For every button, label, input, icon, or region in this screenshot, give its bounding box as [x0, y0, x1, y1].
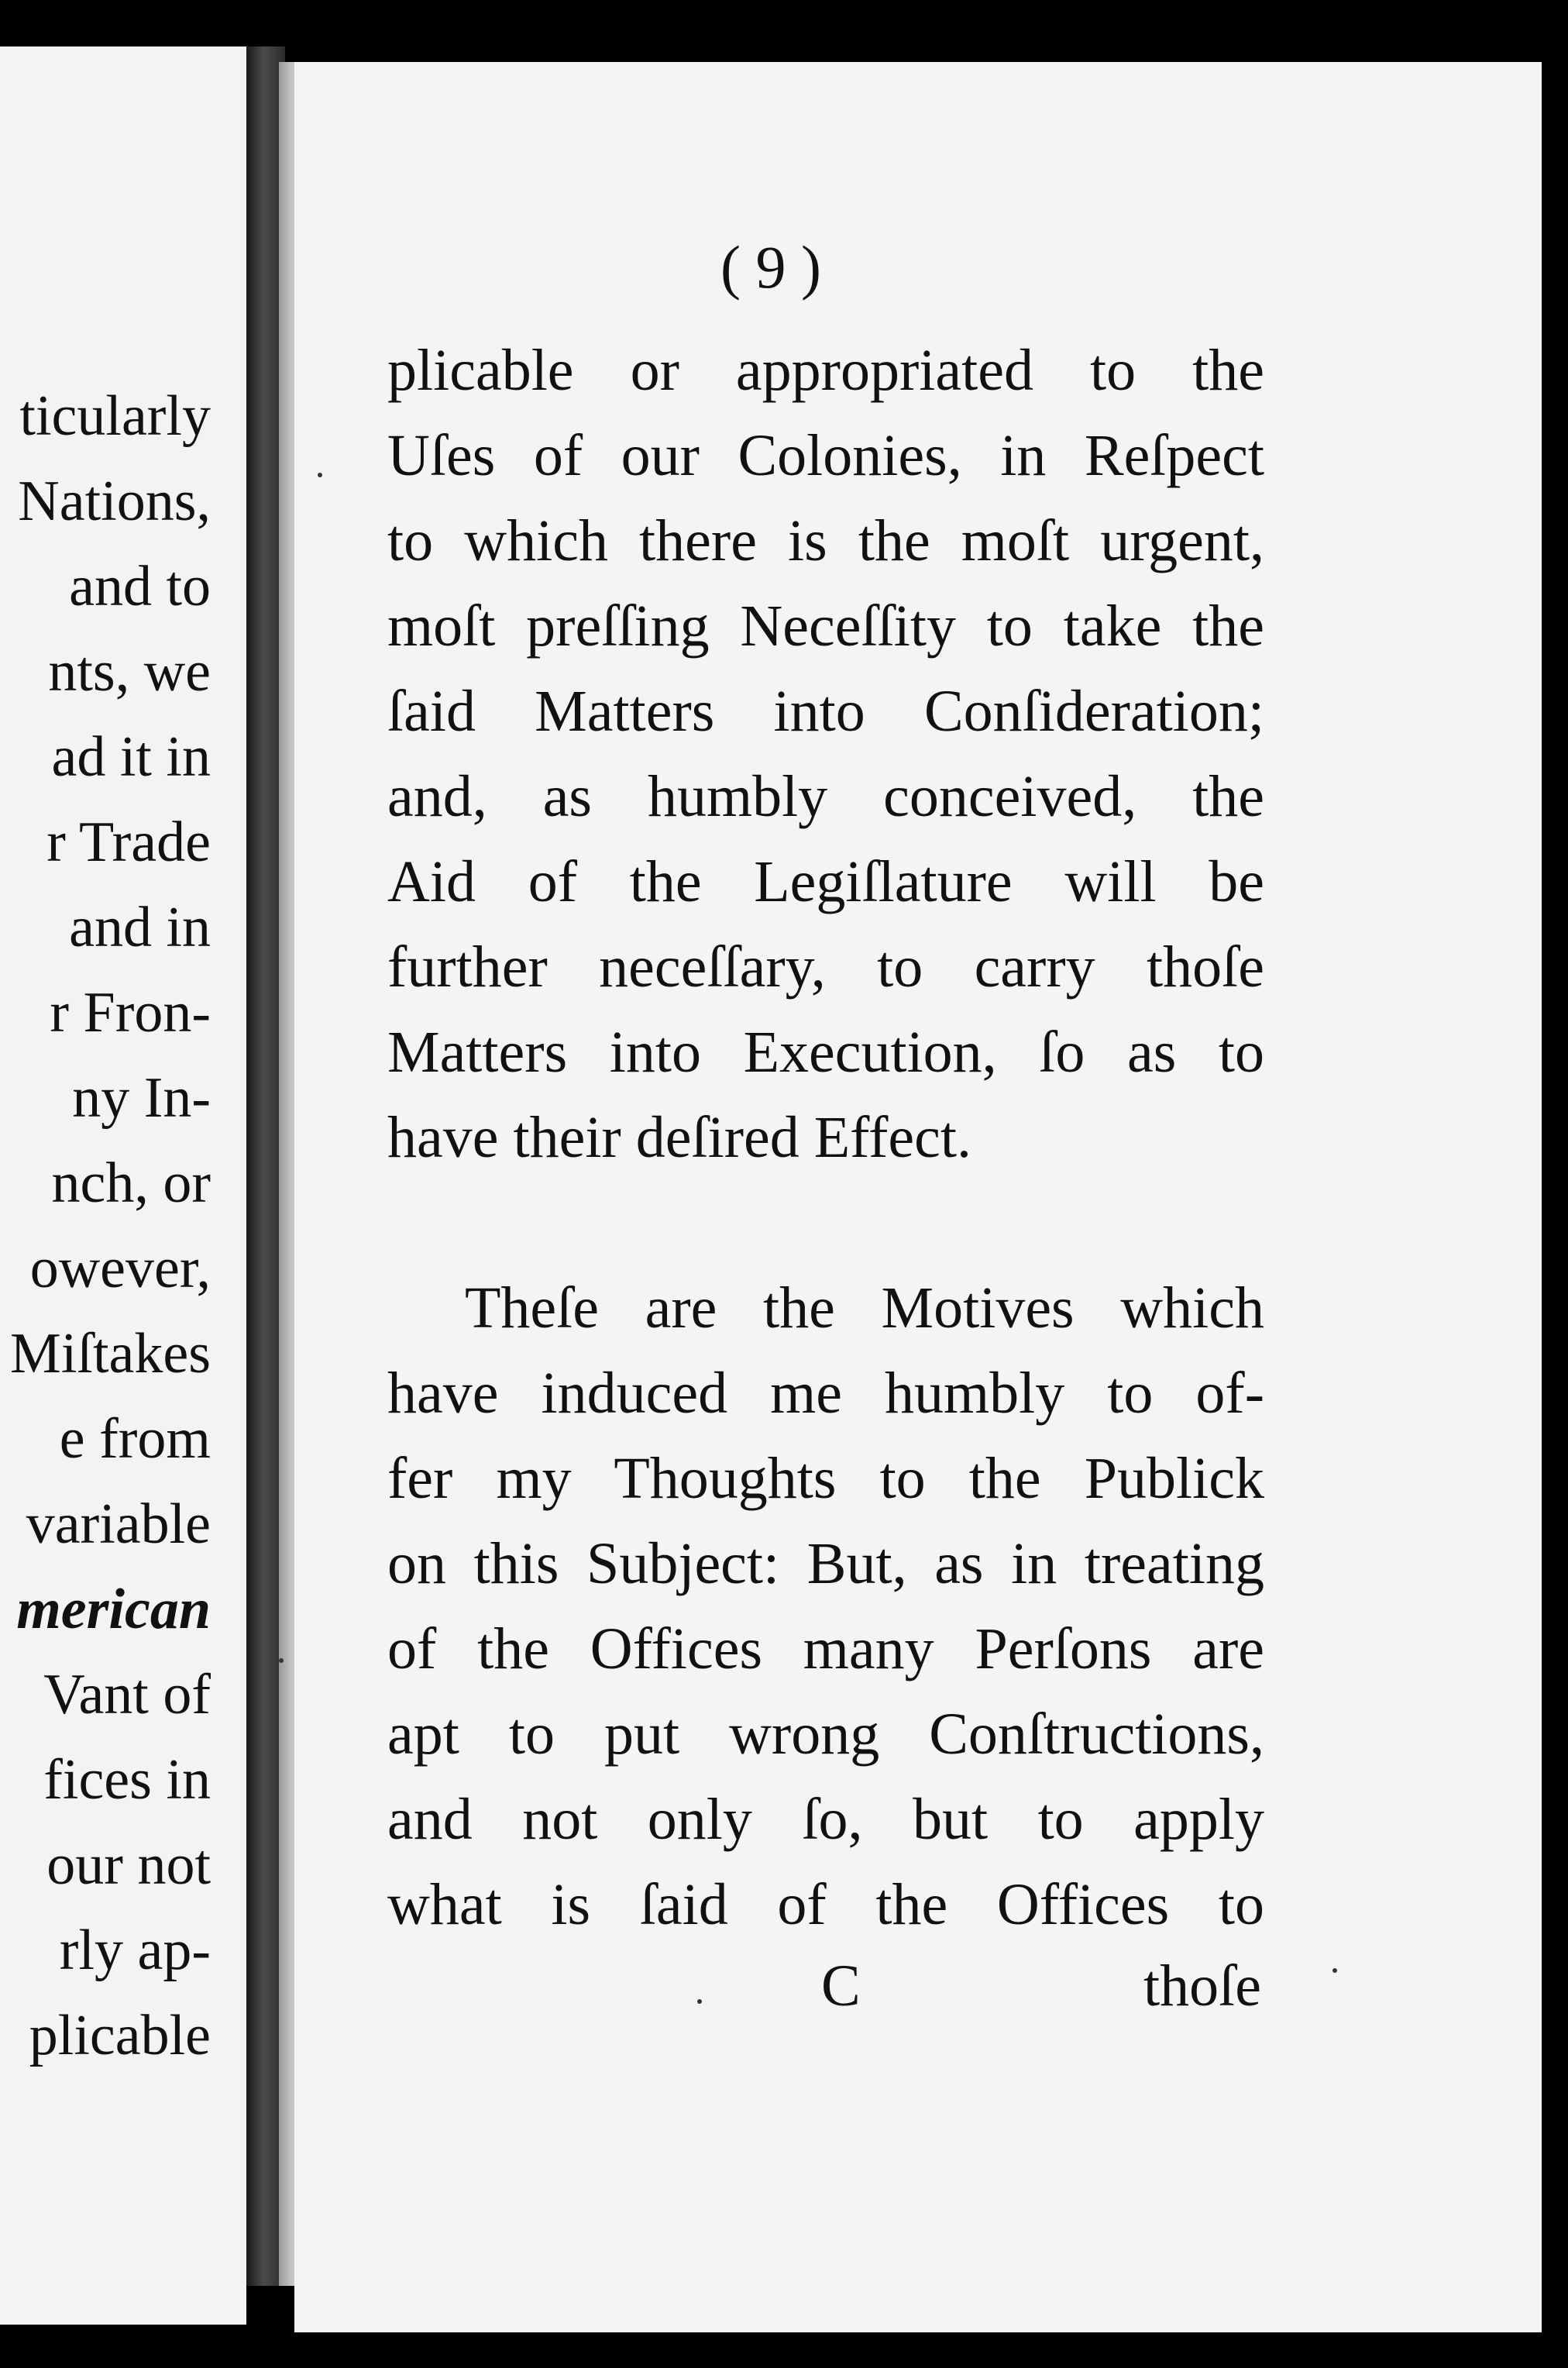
text-line: and, as humbly conceived, the — [387, 764, 1264, 829]
left-page-line: ticularly — [19, 384, 211, 448]
text-line: Theſe are the Motives which — [465, 1275, 1264, 1341]
text-line: ſaid Matters into Conſideration; — [387, 679, 1264, 744]
text-line: fer my Thoughts to the Publick — [387, 1446, 1264, 1511]
left-page-line: nts, we — [48, 640, 211, 704]
left-page-line: ad it in — [51, 725, 211, 789]
ink-speck — [1332, 1968, 1337, 1973]
left-page-line: and in — [69, 896, 211, 959]
signature-mark: C — [821, 1953, 861, 2019]
left-page-line: Nations, — [18, 470, 211, 533]
ink-speck — [279, 1658, 284, 1663]
left-page-line: rly ap- — [59, 1919, 211, 1982]
catchword: thoſe — [1143, 1953, 1261, 2019]
text-line: Uſes of our Colonies, in Reſpect — [387, 423, 1264, 488]
text-line: plicable or appropriated to the — [387, 338, 1264, 403]
left-page-line: r Trade — [46, 811, 211, 874]
text-line: on this Subject: But, as in treating — [387, 1531, 1264, 1596]
text-line: moſt preſſing Neceſſity to take the — [387, 594, 1264, 659]
left-page-line: r Fron- — [50, 981, 211, 1045]
text-line: to which there is the moſt urgent, — [387, 508, 1264, 573]
left-page-line: our not — [46, 1833, 211, 1897]
left-page-line: owever, — [29, 1237, 211, 1300]
left-page-line: ny In- — [72, 1066, 211, 1130]
text-line: apt to put wrong Conſtructions, — [387, 1702, 1264, 1767]
left-page-line: Vant of — [43, 1663, 211, 1726]
text-line: have induced me humbly to of- — [387, 1361, 1264, 1426]
left-page-line: plicable — [29, 2004, 211, 2067]
left-page-line: Miſtakes — [10, 1322, 211, 1385]
ink-speck — [318, 473, 322, 477]
left-page-line: nch, or — [51, 1151, 211, 1215]
left-page-line: and to — [69, 555, 211, 618]
text-line: Aid of the Legiſlature will be — [387, 849, 1264, 914]
page-edge — [1542, 62, 1568, 2368]
left-page-line: merican — [16, 1578, 211, 1641]
facing-left-page — [0, 46, 246, 2325]
text-line: Matters into Execution, ſo as to — [387, 1020, 1264, 1085]
page-number: ( 9 ) — [720, 233, 821, 301]
text-line: of the Offices many Perſons are — [387, 1616, 1264, 1681]
text-line: further neceſſary, to carry thoſe — [387, 934, 1264, 1000]
text-line: what is ſaid of the Offices to — [387, 1872, 1264, 1937]
text-line: and not only ſo, but to apply — [387, 1787, 1264, 1852]
left-page-line: e from — [59, 1407, 211, 1471]
text-line: have their deſired Effect. — [387, 1105, 971, 1170]
left-page-line: variable — [26, 1492, 211, 1556]
left-page-line: fices in — [43, 1748, 211, 1812]
ink-speck — [697, 1999, 702, 2004]
